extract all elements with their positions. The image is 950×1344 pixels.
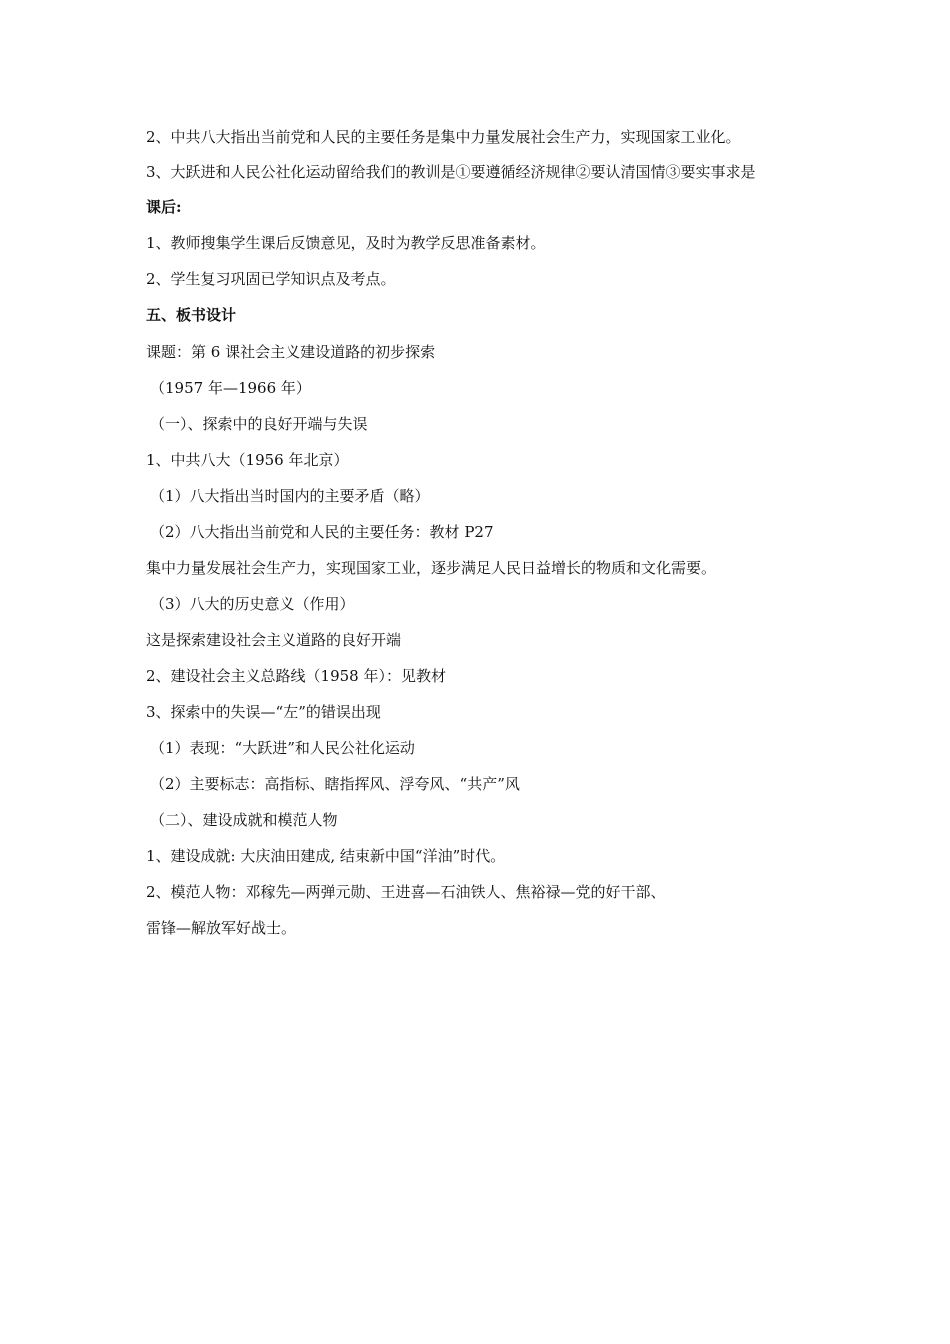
text-line: 雷锋—解放军好战士。: [146, 919, 297, 937]
text-line: （3）八大的历史意义（作用）: [150, 595, 355, 613]
subsection-heading: （二）、建设成就和模范人物: [150, 811, 338, 829]
section-heading-board-design: 五、板书设计: [146, 306, 237, 324]
text-line: 2、建设社会主义总路线（1958 年）：见教材: [146, 667, 446, 685]
text-line: 集中力量发展社会生产力，实现国家工业，逐步满足人民日益增长的物质和文化需要。: [146, 559, 717, 577]
text-line: 3、大跃进和人民公社化运动留给我们的教训是①要遵循经济规律②要认清国情③要实事求是: [146, 163, 756, 181]
text-line: 2、模范人物：邓稼先—两弹元勋、王进喜—石油铁人、焦裕禄—党的好干部、: [146, 883, 666, 901]
section-heading-after-class: 课后:: [146, 198, 182, 216]
text-line: 2、学生复习巩固已学知识点及考点。: [146, 270, 396, 288]
text-line: （2）八大指出当前党和人民的主要任务：教材 P27: [150, 523, 494, 541]
text-line: （1）八大指出当时国内的主要矛盾（略）: [150, 487, 430, 505]
text-line: （1957 年—1966 年）: [150, 379, 311, 397]
text-line: （2）主要标志：高指标、瞎指挥风、浮夸风、“共产”风: [150, 775, 520, 793]
text-line: 1、教师搜集学生课后反馈意见，及时为教学反思准备素材。: [146, 234, 546, 252]
lesson-title: 课题：第 6 课社会主义建设道路的初步探索: [146, 343, 436, 361]
text-line: 3、探索中的失误—“左”的错误出现: [146, 703, 381, 721]
text-line: （1）表现：“大跃进”和人民公社化运动: [150, 739, 415, 757]
subsection-heading: （一）、探索中的良好开端与失误: [150, 415, 368, 433]
text-line: 1、建设成就: 大庆油田建成, 结束新中国“洋油”时代。: [146, 847, 506, 865]
text-line: 这是探索建设社会主义道路的良好开端: [146, 631, 402, 649]
text-line: 1、中共八大（1956 年北京）: [146, 451, 349, 469]
text-line: 2、中共八大指出当前党和人民的主要任务是集中力量发展社会生产力，实现国家工业化。: [146, 128, 741, 146]
